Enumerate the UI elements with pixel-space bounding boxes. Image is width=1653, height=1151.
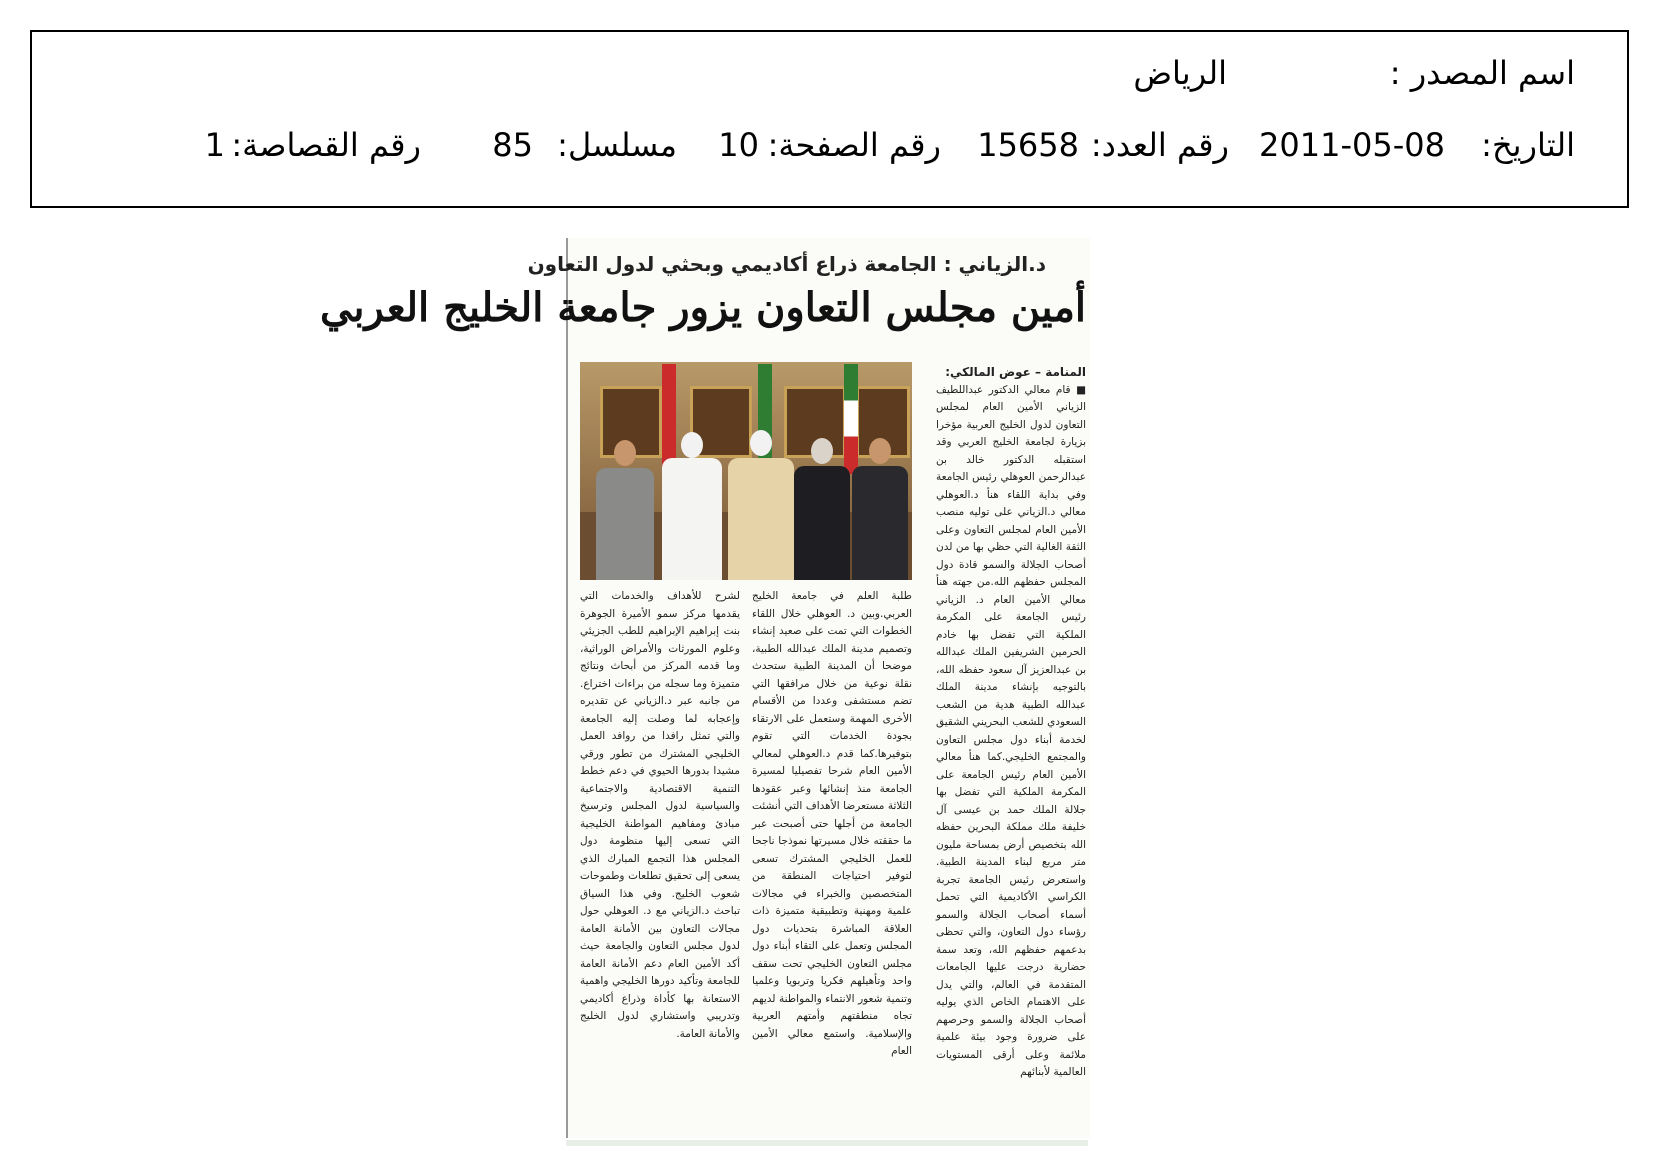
issue-value: 15658 — [977, 126, 1079, 164]
article-headline: أمين مجلس التعاون يزور جامعة الخليج العربي — [320, 284, 1086, 331]
date-value: 2011-05-08 — [1259, 126, 1445, 164]
clipping-bottom-edge — [566, 1140, 1088, 1146]
article-column-right-text: ■ قام معالي الدكتور عبداللطيف الزياني الأمين العام لمجلس التعاون لدول الخليج العربية مؤخرا بزيارة لجامعة الخليج العربي وقد استقبله الدكتور خالد بن عبدالرحمن العوهلي رئيس الجامعة وفي بداية اللقاء هنأ د.العوهلي معالي د.الزياني على توليه منصب الأمين العام لمجلس التعاون وعلى الثقة الغالية التي حظي بها من لدن أصحاب الجلالة والسمو قادة دول المجلس حفظهم الله.من جهته هنأ معالي الأمين العام د. الزياني رئيس الجامعة على المكرمة الملكية التي تفضل بها خادم الحرمين الشريفين الملك عبدالله بن عبدالعزيز آل سعود حفظه الله، بالتوجيه بإنشاء مدينة الملك عبدالله الطبية هدية من الشعب السعودي للشعب البحريني الشقيق لخدمة أبناء دول مجلس التعاون والمجتمع الخليجي.كما هنأ معالي الأمين العام رئيس الجامعة على المكرمة الملكية التي تفضل بها جلالة الملك حمد بن عيسى آل خليفة ملك مملكة البحرين حفظه الله بتخصيص أرض بمساحة مليون متر مربع لبناء المدينة الطبية. واستعرض رئيس الجامعة تجربة الكراسي الأكاديمية التي تحمل أسماء أصحاب الجلالة والسمو رؤساء دول التعاون، والتي تحظى بدعمهم حفظهم الله، وتعد سمة حضارية درجت عليها الجامعات المتقدمة في العالم، والتي يدل على الاهتمام الخاص الذي يوليه أصحاب الجلالة والسمو وحرصهم على ضرورة وجود بيئة علمية ملائمة وعلى أرقى المستويات العالمية لأبنائهم — [936, 383, 1086, 1078]
article-photo — [580, 362, 912, 580]
page-label: رقم الصفحة: — [767, 126, 941, 164]
clip-number-value: 1 — [204, 126, 225, 164]
issue-label: رقم العدد: — [1090, 126, 1229, 164]
serial-value: 85 — [492, 126, 533, 164]
article-subheadline: د.الزياني : الجامعة ذراع أكاديمي وبحثي لدول التعاون — [527, 252, 1046, 276]
clip-number-label: رقم القصاصة: — [231, 126, 421, 164]
source-label: اسم المصدر : — [1389, 54, 1575, 92]
source-value: الرياض — [1133, 54, 1227, 92]
article-column-left: لشرح للأهداف والخدمات التي يقدمها مركز سمو الأميرة الجوهرة بنت إبراهيم الإبراهيم للطب الجزيئي وعلوم المورثات والأمراض الوراثية، وما قدمه المركز من أبحاث ونتائج متميزة وما سجله من براءات اختراع. من جانبه عبر د.الزياني عن تقديره وإعجابه لما وصلت إليه الجامعة والتي تمثل رافدا من روافد العمل الخليجي المشترك من تطور ورقي مشيدا بدورها الحيوي في دعم خطط التنمية الاقتصادية والاجتماعية والسياسية لدول المجلس وترسيخ مبادئ ومفاهيم المواطنة الخليجية التي تسعى إليها منظومة دول المجلس هذا التجمع المبارك الذي يسعى إلى تحقيق تطلعات وطموحات شعوب الخليج. وفي هذا السياق تباحث د.الزياني مع د. العوهلي حول مجالات التعاون بين الأمانة العامة لدول مجلس التعاون والجامعة حيث أكد الأمين العام دعم الأمانة العامة للجامعة وتأكيد دورها الخليجي واهمية الاستعانة بها كأداة وذراع أكاديمي وتدريبي واستشاري لدول الخليج والأمانة العامة. — [580, 590, 740, 1040]
newspaper-clipping — [320, 238, 1090, 1138]
article-column-middle: طلبة العلم في جامعة الخليج العربي.وبين د. العوهلي خلال اللقاء الخطوات التي تمت على صعيد إنشاء وتصميم مدينة الملك عبدالله الطبية، موضحا أن المدينة الطبية ستحدث نقلة نوعية من خلال مرافقها التي تضم مستشفى وعددا من الأقسام الأخرى المهمة وستعمل على الارتقاء بجودة الخدمات التي تقوم بتوفيرها.كما قدم د.العوهلي لمعالي الأمين العام شرحا تفصيليا لمسيرة الجامعة منذ إنشائها وعبر عقودها الثلاثة مستعرضا الأهداف التي أنشئت الجامعة من أجلها حتى أصبحت عبر ما حققته خلال مسيرتها نموذجا ناجحا للعمل الخليجي المشترك تسعى لتوفير احتياجات المنطقة من المتخصصين والخبراء في مجالات علمية ومهنية وتطبيقية متميزة ذات العلاقة المباشرة بتحديات دول المجلس وتعمل على التقاء أبناء دول مجلس التعاون الخليجي تحت سقف واحد وتأهيلهم فكريا وتربويا وعلميا وتنمية شعور الانتماء والمواطنة لديهم تجاه منطقتهم وأمتهم العربية والإسلامية. واستمع معالي الأمين العام — [752, 590, 912, 1057]
article-byline: المنامة – عوض المالكي: — [945, 365, 1086, 379]
page-value: 10 — [718, 126, 759, 164]
serial-label: مسلسل: — [557, 126, 677, 164]
date-label: التاريخ: — [1481, 126, 1575, 164]
clipping-header — [30, 30, 1629, 208]
article-column-right — [936, 364, 1086, 1124]
